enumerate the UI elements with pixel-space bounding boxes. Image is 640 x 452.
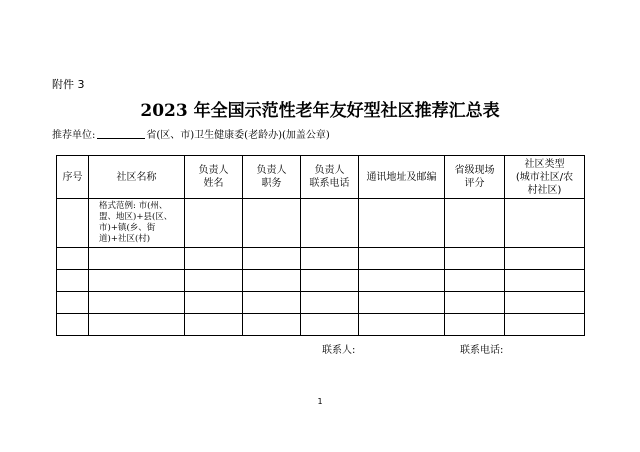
table-cell[interactable] [505, 199, 585, 248]
table-cell[interactable] [243, 292, 301, 314]
table-cell[interactable] [445, 248, 505, 270]
table-cell[interactable] [57, 248, 89, 270]
header-label: 省级现场 评分 [454, 165, 495, 189]
header-label: 序号 [62, 171, 83, 183]
table-cell[interactable] [89, 314, 185, 336]
header-cell [185, 156, 243, 199]
table-cell[interactable] [185, 314, 243, 336]
table-cell[interactable] [301, 270, 359, 292]
header-cell [505, 156, 585, 199]
table-row [57, 248, 585, 270]
table-cell-sample[interactable] [89, 199, 185, 248]
table-cell[interactable] [359, 270, 445, 292]
table-cell[interactable] [505, 270, 585, 292]
table-cell[interactable] [445, 199, 505, 248]
contact-phone-label: 联系电话: [460, 345, 504, 356]
table-cell[interactable] [243, 270, 301, 292]
table-cell[interactable] [57, 314, 89, 336]
table-cell[interactable] [505, 248, 585, 270]
table-cell[interactable] [359, 314, 445, 336]
header-label: 社区类型 (城市社区/农 村社区) [515, 158, 574, 196]
table-cell[interactable] [505, 314, 585, 336]
sample-format-text: 格式范例: 市(州、盟、地区)+县(区、市)+镇(乡、街道)+社区(村) [99, 201, 173, 244]
attachment-label: 附件 3 [52, 78, 85, 91]
table-cell[interactable] [185, 292, 243, 314]
table-cell[interactable] [359, 199, 445, 248]
table-cell[interactable] [301, 248, 359, 270]
header-label: 负责人 姓名 [198, 165, 229, 189]
table-cell[interactable] [445, 314, 505, 336]
table-cell[interactable] [185, 270, 243, 292]
table-cell[interactable] [57, 292, 89, 314]
page-title: 2023 年全国示范性老年友好型社区推荐汇总表 [140, 101, 500, 121]
header-cell [89, 156, 185, 199]
recommend-unit-line [52, 126, 330, 141]
table-cell[interactable] [185, 248, 243, 270]
table-cell[interactable] [89, 292, 185, 314]
header-cell [359, 156, 445, 199]
table-cell[interactable] [243, 314, 301, 336]
recommendation-table [56, 155, 585, 336]
table-cell[interactable] [243, 199, 301, 248]
header-cell [445, 156, 505, 199]
table-cell[interactable] [243, 248, 301, 270]
table-cell[interactable] [301, 314, 359, 336]
table-cell[interactable] [185, 199, 243, 248]
recommend-unit-suffix: 省(区、市)卫生健康委(老龄办)(加盖公章) [146, 130, 330, 141]
table-row [57, 314, 585, 336]
table-cell[interactable] [301, 199, 359, 248]
header-cell [301, 156, 359, 199]
header-label: 负责人 联系电话 [309, 165, 350, 189]
table-cell[interactable] [89, 270, 185, 292]
table-cell[interactable] [505, 292, 585, 314]
table-cell[interactable] [301, 292, 359, 314]
table-cell[interactable] [89, 248, 185, 270]
header-label: 负责人 职务 [256, 165, 287, 189]
table-cell[interactable] [57, 270, 89, 292]
contact-person-label: 联系人: [322, 345, 356, 356]
table-row-sample [57, 199, 585, 248]
header-cell [57, 156, 89, 199]
header-label: 通讯地址及邮编 [366, 171, 437, 183]
recommend-unit-label: 推荐单位: [52, 130, 96, 141]
table-row [57, 292, 585, 314]
page-number: 1 [317, 397, 323, 406]
table-row [57, 270, 585, 292]
header-row [57, 156, 585, 199]
table-cell[interactable] [359, 248, 445, 270]
table-cell[interactable] [359, 292, 445, 314]
table-cell[interactable] [57, 199, 89, 248]
table-cell[interactable] [445, 270, 505, 292]
recommend-unit-blank[interactable] [97, 128, 145, 139]
header-label: 社区名称 [116, 171, 157, 183]
table-cell[interactable] [445, 292, 505, 314]
header-cell [243, 156, 301, 199]
